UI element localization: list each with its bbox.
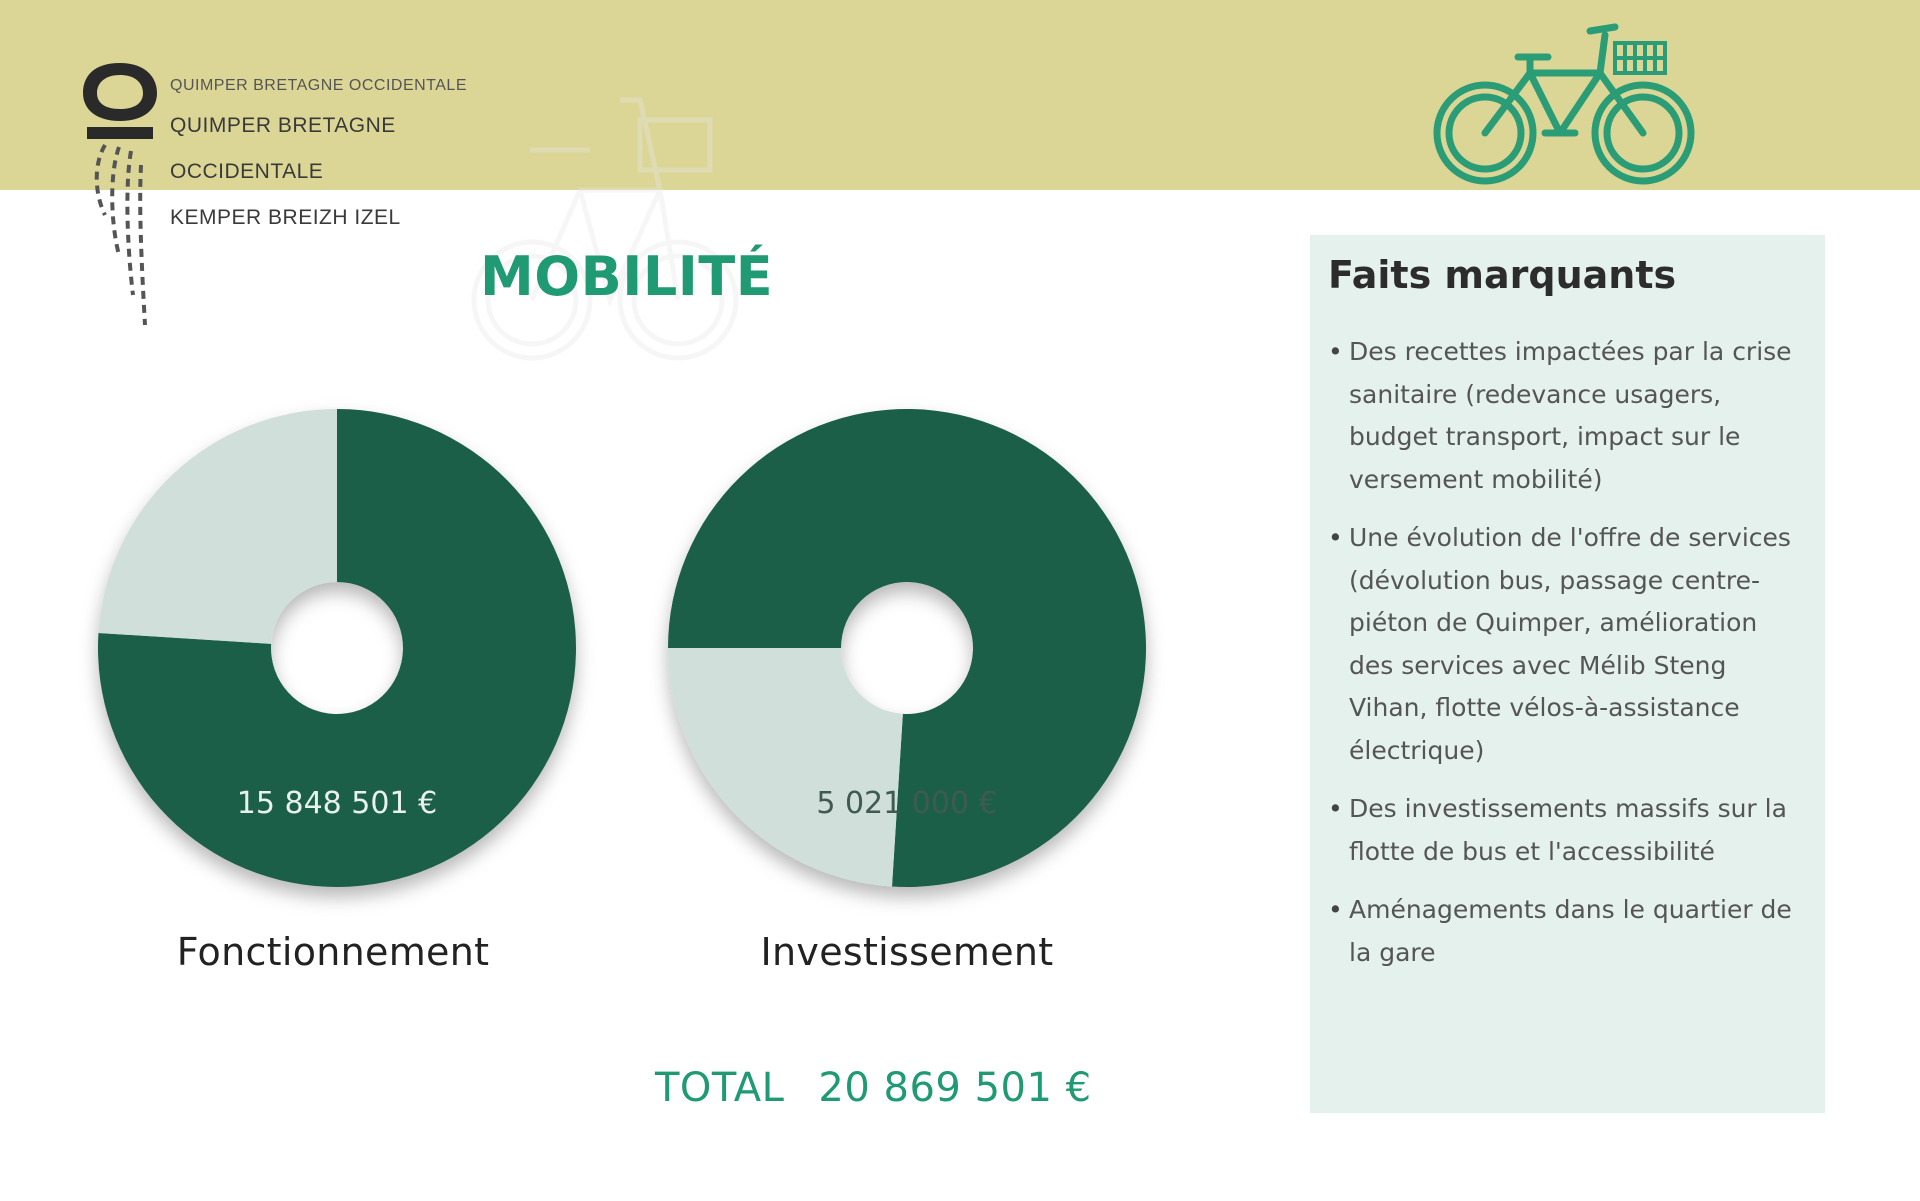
total-value: 20 869 501 €	[818, 1065, 1092, 1111]
donut-value-label: 15 848 501 €	[236, 786, 438, 821]
donut-value-label: 5 021 000 €	[816, 786, 998, 821]
panel-title: Faits marquants	[1328, 253, 1677, 297]
fonctionnement-chart-label: Fonctionnement	[176, 930, 490, 974]
list-item: • Des investissements massifs sur la flotte de bus et l'accessibilité	[1328, 788, 1805, 873]
logo-text-line: QUIMPER BRETAGNE	[170, 114, 396, 137]
list-item: • Aménagements dans le quartier de la gare	[1328, 889, 1805, 974]
logo-mark-icon	[75, 55, 165, 335]
total-label: TOTAL	[655, 1065, 785, 1111]
investissement-donut	[668, 409, 1146, 887]
donut-slice-remainder	[668, 648, 903, 887]
donut-slice-remainder	[98, 409, 337, 644]
faded-bicycle-icon	[470, 40, 740, 380]
list-item: • Des recettes impactées par la crise sanitaire (redevance usagers, budget transport, impact sur le versement mobilité)	[1328, 331, 1805, 501]
logo-text-line: KEMPER BREIZH IZEL	[170, 206, 401, 229]
investissement-chart-label: Investissement	[760, 930, 1054, 974]
faits-marquants-panel	[1310, 235, 1825, 1113]
logo-text-line: QUIMPER BRETAGNE OCCIDENTALE	[170, 77, 467, 94]
page-title: MOBILITÉ	[480, 245, 774, 308]
list-item: • Une évolution de l'offre de services (dévolution bus, passage centre-piéton de Quimper, amélioration des services avec Mélib Steng Vihan, flotte vélos-à-assistance électrique)	[1328, 517, 1805, 772]
bicycle-icon	[1430, 15, 1700, 190]
budget-donut-charts	[0, 380, 1250, 940]
logo-text-line: OCCIDENTALE	[170, 160, 324, 183]
fonctionnement-donut	[98, 409, 576, 887]
budget-total	[655, 1065, 1092, 1111]
organization-logo	[75, 55, 467, 335]
faits-marquants-list	[1328, 331, 1805, 974]
